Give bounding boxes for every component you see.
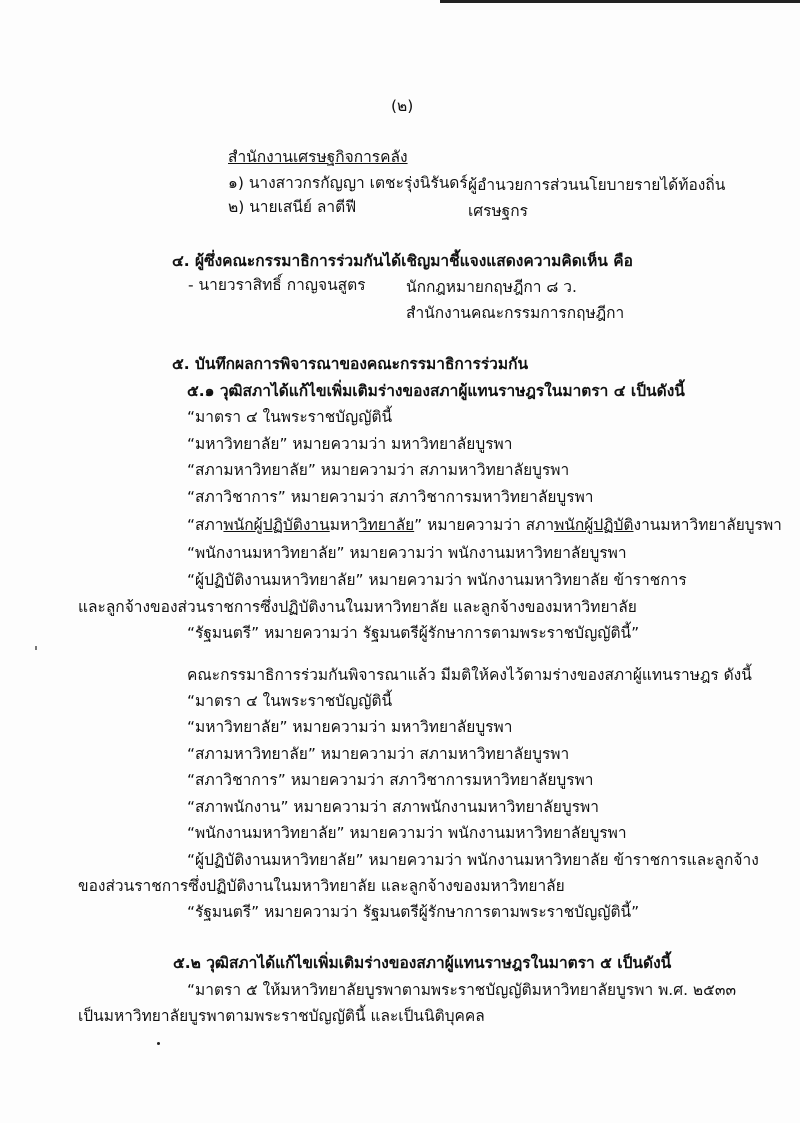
- definition-line: “มหาวิทยาลัย” หมายความว่า มหาวิทยาลัยบูรพา: [187, 435, 513, 453]
- section-5-2-heading: ๕.๒ วุฒิสภาได้แก้ไขเพิ่มเติมร่างของสภาผู้แทนราษฎรในมาตรา ๕ เป็นดังนี้: [173, 954, 672, 972]
- committee-resolution: คณะกรรมาธิการร่วมกันพิจารณาแล้ว มีมติให้คงไว้ตามร่างของสภาผู้แทนราษฎร ดังนี้: [187, 666, 752, 684]
- text-fragment: งานมหาวิทยาลัยบูรพา: [633, 516, 782, 534]
- definition-line: “มาตรา ๔ ในพระราชบัญญัตินี้: [187, 408, 393, 426]
- definition-line: “มาตรา ๔ ในพระราชบัญญัตินี้: [187, 692, 393, 710]
- definition-line: “สภาวิชาการ” หมายความว่า สภาวิชาการมหาวิทยาลัยบูรพา: [187, 771, 594, 789]
- member-name: ๒) นายเสนีย์ ลาตีฟี: [228, 198, 357, 216]
- amended-word: พนักผู้ปฏิบัติงาน: [223, 516, 330, 534]
- member-position: เศรษฐกร: [468, 202, 528, 220]
- definition-line: “พนักงานมหาวิทยาลัย” หมายความว่า พนักงานมหาวิทยาลัยบูรพา: [187, 824, 627, 842]
- invited-person-office: สำนักงานคณะกรรมการกฤษฎีกา: [406, 304, 625, 322]
- member-position: ผู้อำนวยการส่วนนโยบายรายได้ท้องถิ่น: [468, 176, 726, 194]
- definition-line: เป็นมหาวิทยาลัยบูรพาตามพระราชบัญญัตินี้ และเป็นนิติบุคคล: [78, 1007, 485, 1025]
- definition-line: “รัฐมนตรี” หมายความว่า รัฐมนตรีผู้รักษาการตามพระราชบัญญัตินี้”: [187, 903, 640, 921]
- definition-line: “สภาวิชาการ” หมายความว่า สภาวิชาการมหาวิทยาลัยบูรพา: [187, 488, 594, 506]
- amended-word: พนักผู้ปฏิบัติ: [554, 516, 634, 534]
- text-fragment: มหา: [329, 516, 359, 534]
- section-5-1-heading: ๕.๑ วุฒิสภาได้แก้ไขเพิ่มเติมร่างของสภาผู้แทนราษฎรในมาตรา ๔ เป็นดังนี้: [187, 382, 685, 400]
- definition-line: “ผู้ปฏิบัติงานมหาวิทยาลัย” หมายความว่า พนักงานมหาวิทยาลัย ข้าราชการ: [187, 571, 687, 589]
- definition-line: “รัฐมนตรี” หมายความว่า รัฐมนตรีผู้รักษาการตามพระราชบัญญัตินี้”: [187, 624, 640, 642]
- office-heading: สำนักงานเศรษฐกิจการคลัง: [228, 148, 408, 166]
- definition-line: “สภาพนักงาน” หมายความว่า สภาพนักงานมหาวิทยาลัยบูรพา: [187, 798, 599, 816]
- definition-line: และลูกจ้างของส่วนราชการซึ่งปฏิบัติงานในมหาวิทยาลัย และลูกจ้างของมหาวิทยาลัย: [78, 598, 637, 616]
- page-number: (๒): [391, 97, 414, 115]
- invited-person: - นายวราสิทธิ์ กาญจนสูตร: [188, 276, 366, 294]
- scan-dot: [157, 1042, 160, 1045]
- definition-line: “สภามหาวิทยาลัย” หมายความว่า สภามหาวิทยาลัยบูรพา: [187, 745, 570, 763]
- amended-word: วิทยาลัย: [358, 516, 415, 534]
- definition-line: “ผู้ปฏิบัติงานมหาวิทยาลัย” หมายความว่า พนักงานมหาวิทยาลัย ข้าราชการและลูกจ้าง: [187, 851, 759, 869]
- definition-line: “มหาวิทยาลัย” หมายความว่า มหาวิทยาลัยบูรพา: [187, 718, 513, 736]
- member-name: ๑) นางสาวกรกัญญา เตชะรุ่งนิรันดร์: [228, 174, 468, 192]
- definition-line: “มาตรา ๕ ให้มหาวิทยาลัยบูรพาตามพระราชบัญญัติมหาวิทยาลัยบูรพา พ.ศ. ๒๕๓๓: [187, 981, 737, 999]
- text-fragment: ” หมายความว่า สภา: [414, 516, 555, 534]
- section-4-heading: ๔. ผู้ซึ่งคณะกรรมาธิการร่วมกันได้เชิญมาชี้แจงแสดงความคิดเห็น คือ: [172, 252, 633, 270]
- definition-line: ของส่วนราชการซึ่งปฏิบัติงานในมหาวิทยาลัย และลูกจ้างของมหาวิทยาลัย: [78, 877, 565, 895]
- section-5-heading: ๕. บันทึกผลการพิจารณาของคณะกรรมาธิการร่วมกัน: [172, 355, 529, 373]
- invited-person-position: นักกฎหมายกฤษฎีกา ๘ ว.: [406, 278, 577, 296]
- scan-speck: [35, 646, 37, 650]
- scan-top-edge: [440, 0, 800, 3]
- text-fragment: “สภา: [187, 516, 224, 534]
- definition-line: “พนักงานมหาวิทยาลัย” หมายความว่า พนักงานมหาวิทยาลัยบูรพา: [187, 544, 627, 562]
- definition-line: “สภามหาวิทยาลัย” หมายความว่า สภามหาวิทยาลัยบูรพา: [187, 461, 570, 479]
- amended-definition-line: [187, 514, 782, 536]
